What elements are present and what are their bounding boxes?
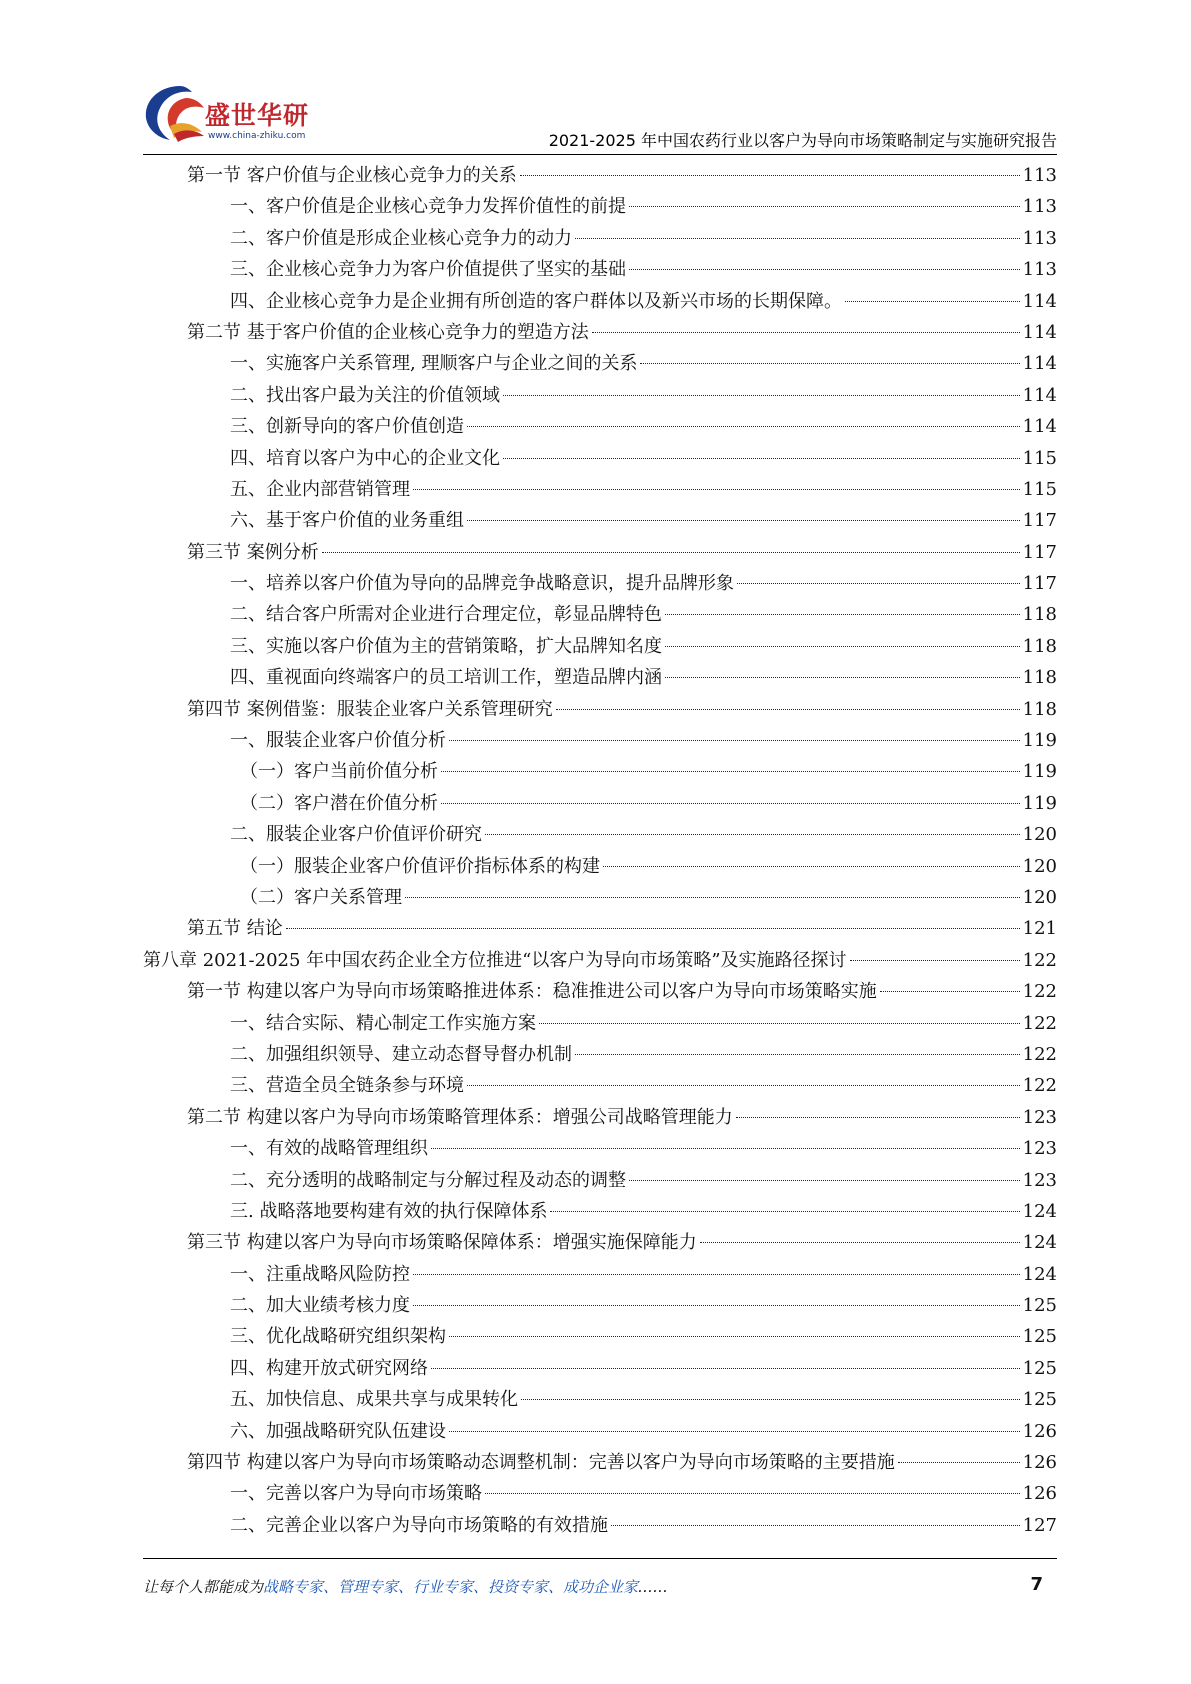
- toc-dot-leader: [485, 834, 1020, 835]
- toc-entry-page: 122: [1022, 949, 1057, 971]
- toc-entry[interactable]: [143, 1102, 1057, 1133]
- toc-entry-title: 三、优化战略研究组织架构: [230, 1326, 446, 1348]
- toc-entry[interactable]: [143, 631, 1057, 662]
- toc-entry-title: （一）服装企业客户价值评价指标体系的构建: [240, 855, 600, 877]
- toc-dot-leader: [665, 646, 1020, 647]
- toc-dot-leader: [898, 1462, 1020, 1463]
- toc-entry[interactable]: [143, 317, 1057, 348]
- toc-entry[interactable]: [143, 1133, 1057, 1164]
- toc-dot-leader: [322, 552, 1020, 553]
- toc-entry-page: 115: [1022, 478, 1057, 500]
- toc-entry-title: 一、培养以客户价值为导向的品牌竞争战略意识，提升品牌形象: [230, 573, 734, 595]
- toc-entry-page: 114: [1022, 384, 1057, 406]
- toc-entry-page: 123: [1022, 1106, 1057, 1128]
- toc-entry-title: 四、构建开放式研究网络: [230, 1357, 428, 1379]
- toc-entry[interactable]: [143, 662, 1057, 693]
- toc-entry[interactable]: [143, 756, 1057, 787]
- logo-text: 盛世华研: [205, 101, 310, 130]
- toc-dot-leader: [286, 928, 1020, 929]
- toc-entry-page: 119: [1022, 761, 1057, 783]
- toc-entry-page: 126: [1022, 1420, 1057, 1442]
- toc-entry-title: 二、找出客户最为关注的价值领域: [230, 384, 500, 406]
- toc-entry-page: 123: [1022, 1138, 1057, 1160]
- toc-entry[interactable]: [143, 1478, 1057, 1509]
- toc-dot-leader: [431, 1148, 1020, 1149]
- toc-entry[interactable]: [143, 223, 1057, 254]
- toc-entry-title: 六、基于客户价值的业务重组: [230, 510, 464, 532]
- toc-entry[interactable]: [143, 976, 1057, 1007]
- toc-entry-page: 124: [1022, 1200, 1057, 1222]
- toc-entry[interactable]: [143, 945, 1057, 976]
- toc-entry-page: 114: [1022, 290, 1057, 312]
- toc-entry-page: 117: [1022, 541, 1057, 563]
- toc-entry[interactable]: [143, 1227, 1057, 1258]
- toc-dot-leader: [413, 489, 1020, 490]
- toc-entry-page: 124: [1022, 1263, 1057, 1285]
- toc-entry[interactable]: [143, 537, 1057, 568]
- toc-entry-title: 四、重视面向终端客户的员工培训工作，塑造品牌内涵: [230, 667, 662, 689]
- toc-dot-leader: [665, 677, 1020, 678]
- toc-dot-leader: [629, 269, 1020, 270]
- toc-entry-title: 一、有效的战略管理组织: [230, 1138, 428, 1160]
- toc-dot-leader: [575, 238, 1020, 239]
- toc-entry-page: 114: [1022, 416, 1057, 438]
- toc-dot-leader: [441, 803, 1020, 804]
- toc-entry[interactable]: [143, 1259, 1057, 1290]
- toc-dot-leader: [629, 1180, 1020, 1181]
- toc-entry-title: （二）客户潜在价值分析: [240, 792, 438, 814]
- toc-entry-page: 125: [1022, 1295, 1057, 1317]
- toc-entry-page: 126: [1022, 1483, 1057, 1505]
- toc-entry-title: 五、企业内部营销管理: [230, 478, 410, 500]
- toc-entry[interactable]: [143, 694, 1057, 725]
- toc-entry-title: 三、实施以客户价值为主的营销策略，扩大品牌知名度: [230, 635, 662, 657]
- report-title: 2021-2025 年中国农药行业以客户为导向市场策略制定与实施研究报告: [548, 131, 1057, 150]
- toc-entry-page: 118: [1022, 604, 1057, 626]
- toc-entry-page: 122: [1022, 981, 1057, 1003]
- toc-entry-title: 四、企业核心竞争力是企业拥有所创造的客户群体以及新兴市场的长期保障。: [230, 290, 842, 312]
- toc-dot-leader: [520, 175, 1020, 176]
- toc-entry[interactable]: [143, 1416, 1057, 1447]
- toc-entry-title: 第二节 基于客户价值的企业核心竞争力的塑造方法: [187, 321, 589, 343]
- toc-dot-leader: [449, 1336, 1020, 1337]
- toc-entry-page: 113: [1022, 227, 1057, 249]
- toc-entry[interactable]: [143, 1070, 1057, 1101]
- toc-entry-page: 123: [1022, 1169, 1057, 1191]
- toc-entry-title: 第八章 2021-2025 年中国农药企业全方位推进“以客户为导向市场策略”及实施路径探讨: [143, 949, 847, 971]
- toc-entry-title: 二、加大业绩考核力度: [230, 1295, 410, 1317]
- toc-entry-title: 三、企业核心竞争力为客户价值提供了坚实的基础: [230, 259, 626, 281]
- toc-dot-leader: [449, 740, 1020, 741]
- toc-entry-title: 一、服装企业客户价值分析: [230, 730, 446, 752]
- toc-dot-leader: [431, 1368, 1020, 1369]
- toc-dot-leader: [611, 1525, 1020, 1526]
- toc-entry-title: 二、完善企业以客户为导向市场策略的有效措施: [230, 1514, 608, 1536]
- toc-entry-page: 117: [1022, 510, 1057, 532]
- toc-entry[interactable]: [143, 348, 1057, 379]
- toc-dot-leader: [503, 395, 1020, 396]
- toc-entry-page: 120: [1022, 855, 1057, 877]
- toc-entry-page: 117: [1022, 573, 1057, 595]
- toc-entry-page: 125: [1022, 1357, 1057, 1379]
- toc-dot-leader: [503, 458, 1020, 459]
- toc-entry[interactable]: [143, 286, 1057, 317]
- toc-entry-page: 120: [1022, 824, 1057, 846]
- toc-entry[interactable]: [143, 599, 1057, 630]
- toc-dot-leader: [539, 1023, 1020, 1024]
- toc-dot-leader: [700, 1242, 1020, 1243]
- footer-slogan: [143, 1576, 668, 1597]
- toc-entry-page: 118: [1022, 635, 1057, 657]
- toc-entry-page: 113: [1022, 165, 1057, 186]
- toc-entry-title: 二、结合客户所需对企业进行合理定位，彰显品牌特色: [230, 604, 662, 626]
- toc-entry-title: 三、创新导向的客户价值创造: [230, 416, 464, 438]
- page-number: 7: [1030, 1574, 1043, 1595]
- footer-slogan-prefix: 让每个人都能成为: [143, 1578, 264, 1596]
- toc-dot-leader: [736, 1117, 1020, 1118]
- toc-entry-title: 二、加强组织领导、建立动态督导督办机制: [230, 1043, 572, 1065]
- toc-dot-leader: [449, 1431, 1020, 1432]
- toc-entry-title: （二）客户关系管理: [240, 886, 402, 908]
- toc-entry-page: 113: [1022, 259, 1057, 281]
- toc-entry-page: 120: [1022, 886, 1057, 908]
- toc-entry-title: 一、完善以客户为导向市场策略: [230, 1483, 482, 1505]
- toc-entry-title: 三. 战略落地要构建有效的执行保障体系: [230, 1200, 548, 1222]
- toc-dot-leader: [467, 520, 1020, 521]
- toc-dot-leader: [665, 614, 1020, 615]
- toc-entry[interactable]: [143, 1384, 1057, 1415]
- toc-dot-leader: [845, 301, 1020, 302]
- toc-entry-title: 五、加快信息、成果共享与成果转化: [230, 1389, 518, 1411]
- toc-entry[interactable]: [143, 474, 1057, 505]
- toc-entry[interactable]: [143, 1039, 1057, 1070]
- toc-dot-leader: [413, 1274, 1020, 1275]
- toc-entry-page: 121: [1022, 918, 1057, 940]
- toc-entry-title: 一、客户价值是企业核心竞争力发挥价值性的前提: [230, 196, 626, 218]
- toc-dot-leader: [485, 1493, 1020, 1494]
- toc-entry-title: 第四节 案例借鉴：服装企业客户关系管理研究: [187, 698, 553, 720]
- toc-dot-leader: [405, 897, 1020, 898]
- footer-divider: [143, 1558, 1057, 1559]
- toc-entry-page: 125: [1022, 1326, 1057, 1348]
- toc-entry[interactable]: [143, 1321, 1057, 1352]
- footer-slogan-suffix: ……: [638, 1578, 669, 1596]
- toc-entry-title: 二、客户价值是形成企业核心竞争力的动力: [230, 227, 572, 249]
- toc-entry-title: 第三节 构建以客户为导向市场策略保障体系：增强实施保障能力: [187, 1232, 697, 1254]
- toc-entry[interactable]: [143, 254, 1057, 285]
- toc-entry-page: 115: [1022, 447, 1057, 469]
- toc-dot-leader: [556, 709, 1020, 710]
- toc-dot-leader: [629, 206, 1020, 207]
- toc-dot-leader: [850, 960, 1020, 961]
- toc-entry-page: 122: [1022, 1043, 1057, 1065]
- toc-dot-leader: [550, 1211, 1019, 1212]
- footer-slogan-highlight: 战略专家、管理专家、行业专家、投资专家、成功企业家: [263, 1578, 639, 1596]
- toc-entry[interactable]: [143, 725, 1057, 756]
- toc-entry[interactable]: [143, 1510, 1057, 1541]
- table-of-contents: [143, 160, 1057, 1541]
- toc-entry[interactable]: [143, 913, 1057, 944]
- toc-entry-title: 一、注重战略风险防控: [230, 1263, 410, 1285]
- toc-entry-title: 二、充分透明的战略制定与分解过程及动态的调整: [230, 1169, 626, 1191]
- toc-entry[interactable]: [143, 1008, 1057, 1039]
- toc-entry-title: 二、服装企业客户价值评价研究: [230, 824, 482, 846]
- toc-entry-page: 119: [1022, 730, 1057, 752]
- toc-entry-title: 第一节 客户价值与企业核心竞争力的关系: [187, 165, 517, 186]
- toc-entry-page: 122: [1022, 1075, 1057, 1097]
- toc-entry-title: 一、实施客户关系管理, 理顺客户与企业之间的关系: [230, 353, 638, 375]
- toc-dot-leader: [880, 991, 1020, 992]
- toc-entry[interactable]: [143, 1196, 1057, 1227]
- toc-entry-page: 126: [1022, 1452, 1057, 1474]
- toc-entry-page: 113: [1022, 196, 1057, 218]
- toc-entry[interactable]: [143, 1290, 1057, 1321]
- toc-entry[interactable]: [143, 788, 1057, 819]
- toc-entry[interactable]: [143, 1353, 1057, 1384]
- toc-entry[interactable]: [143, 568, 1057, 599]
- toc-entry-page: 114: [1022, 321, 1057, 343]
- toc-entry-title: 第四节 构建以客户为导向市场策略动态调整机制：完善以客户为导向市场策略的主要措施: [187, 1452, 895, 1474]
- toc-entry[interactable]: [143, 160, 1057, 191]
- toc-entry-title: 一、结合实际、精心制定工作实施方案: [230, 1012, 536, 1034]
- toc-entry[interactable]: [143, 443, 1057, 474]
- toc-dot-leader: [640, 363, 1019, 364]
- toc-dot-leader: [441, 771, 1020, 772]
- toc-entry-title: 三、营造全员全链条参与环境: [230, 1075, 464, 1097]
- toc-entry-page: 118: [1022, 698, 1057, 720]
- toc-entry[interactable]: [143, 191, 1057, 222]
- toc-entry-title: 第三节 案例分析: [187, 541, 319, 563]
- toc-dot-leader: [575, 1054, 1020, 1055]
- toc-entry-page: 118: [1022, 667, 1057, 689]
- toc-dot-leader: [467, 1085, 1020, 1086]
- toc-entry[interactable]: [143, 819, 1057, 850]
- toc-dot-leader: [603, 866, 1020, 867]
- toc-entry-page: 114: [1022, 353, 1057, 375]
- toc-entry-title: 第一节 构建以客户为导向市场策略推进体系：稳准推进公司以客户为导向市场策略实施: [187, 981, 877, 1003]
- toc-entry-page: 127: [1022, 1514, 1057, 1536]
- toc-entry-page: 122: [1022, 1012, 1057, 1034]
- toc-dot-leader: [521, 1399, 1020, 1400]
- toc-dot-leader: [413, 1305, 1020, 1306]
- toc-entry[interactable]: [143, 411, 1057, 442]
- logo-url: www.china-zhiku.com: [208, 131, 306, 141]
- toc-entry-title: 六、加强战略研究队伍建设: [230, 1420, 446, 1442]
- toc-entry-page: 119: [1022, 792, 1057, 814]
- toc-entry-title: 第二节 构建以客户为导向市场策略管理体系：增强公司战略管理能力: [187, 1106, 733, 1128]
- toc-entry-title: 四、培育以客户为中心的企业文化: [230, 447, 500, 469]
- toc-entry[interactable]: [143, 380, 1057, 411]
- toc-dot-leader: [467, 426, 1020, 427]
- toc-dot-leader: [592, 332, 1020, 333]
- toc-entry[interactable]: [143, 851, 1057, 882]
- toc-entry[interactable]: [143, 882, 1057, 913]
- toc-entry-title: （一）客户当前价值分析: [240, 761, 438, 783]
- toc-entry[interactable]: [143, 1447, 1057, 1478]
- toc-dot-leader: [737, 583, 1020, 584]
- header-divider: [143, 154, 1057, 155]
- toc-entry[interactable]: [143, 505, 1057, 536]
- toc-entry-title: 第五节 结论: [187, 918, 283, 940]
- toc-entry-page: 125: [1022, 1389, 1057, 1411]
- toc-entry-page: 124: [1022, 1232, 1057, 1254]
- toc-entry[interactable]: [143, 1165, 1057, 1196]
